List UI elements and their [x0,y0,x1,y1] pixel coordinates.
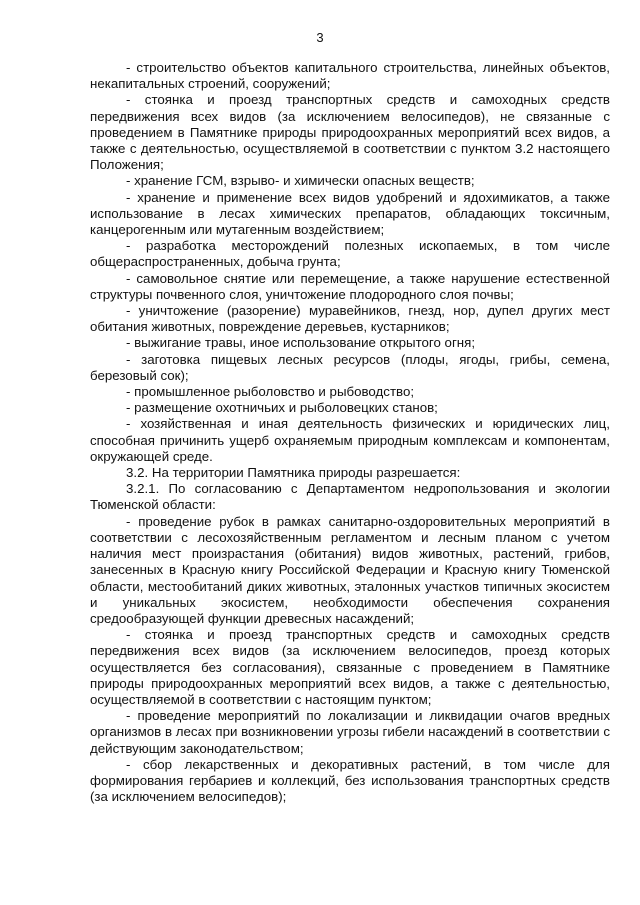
list-item: - проведение рубок в рамках санитарно-оздоровительных мероприятий в соответствии с лесохозяйственным регламентом и лесным планом с учетом наличия мест произрастания (обитания) видов животных, растений, грибов, занесенных в Красную книгу Российской Федерации и Красную книгу Тюменской области, местообитаний диких животных, эталонных участков типичных экосистем и уникальных экосистем, необходимости обеспечения сохранения средообразующей функции древесных насаждений; [90,513,610,626]
list-item: - хозяйственная и иная деятельность физических и юридических лиц, способная причинить ущерб охраняемым природным комплексам и компонентам, окружающей среде. [90,416,610,464]
list-item: - проведение мероприятий по локализации и ликвидации очагов вредных организмов в лесах при возникновении угрозы гибели насаждений в соответствии с действующим законодательством; [90,708,610,756]
list-item: - выжигание травы, иное использование открытого огня; [126,335,476,351]
page-number: 3 [316,30,324,45]
list-item: - стоянка и проезд транспортных средств и самоходных средств передвижения всех видов (за исключением велосипедов, проезд которых осуществляется без согласования), связанные с проведением в Памятнике природы природоохранных мероприятий всех видов, а также с деятельностью, осуществляемой в соответствии с настоящим пунктом; [90,627,610,707]
subsection-heading: 3.2.1. По согласованию с Департаментом недропользования и экологии Тюменской области: [90,481,610,513]
list-item: - хранение ГСМ, взрыво- и химически опасных веществ; [126,173,475,189]
document-body [90,60,610,805]
section-heading: 3.2. На территории Памятника природы разрешается: [126,465,461,481]
list-item: - стоянка и проезд транспортных средств и самоходных средств передвижения всех видов (за исключением велосипедов), не связанные с проведением в Памятнике природы природоохранных мероприятий всех видов, а также с деятельностью, осуществляемой в соответствии с пунктом 3.2 настоящего Положения; [90,92,610,173]
list-item: - размещение охотничьих и рыболовецких станов; [126,400,438,416]
list-item: - промышленное рыболовство и рыбоводство; [126,384,415,400]
list-item: - строительство объектов капитального строительства, линейных объектов, некапитальных строений, сооружений; [90,60,610,92]
list-item: - самовольное снятие или перемещение, а также нарушение естественной структуры почвенного слоя, уничтожение плодородного слоя почвы; [90,270,610,302]
list-item: - сбор лекарственных и декоративных растений, в том числе для формирования гербариев и коллекций, без использования транспортных средств (за исключением велосипедов); [90,756,610,805]
list-item: - хранение и применение всех видов удобрений и ядохимикатов, а также использование в лесах химических препаратов, обладающих токсичным, канцерогенным или мутагенным воздействием; [90,189,610,238]
list-item: - уничтожение (разорение) муравейников, гнезд, нор, дупел других мест обитания животных, повреждение деревьев, кустарников; [90,303,610,335]
list-item: - заготовка пищевых лесных ресурсов (плоды, ягоды, грибы, семена, березовый сок); [90,351,610,383]
list-item: - разработка месторождений полезных ископаемых, в том числе общераспространенных, добыча грунта; [90,238,610,270]
